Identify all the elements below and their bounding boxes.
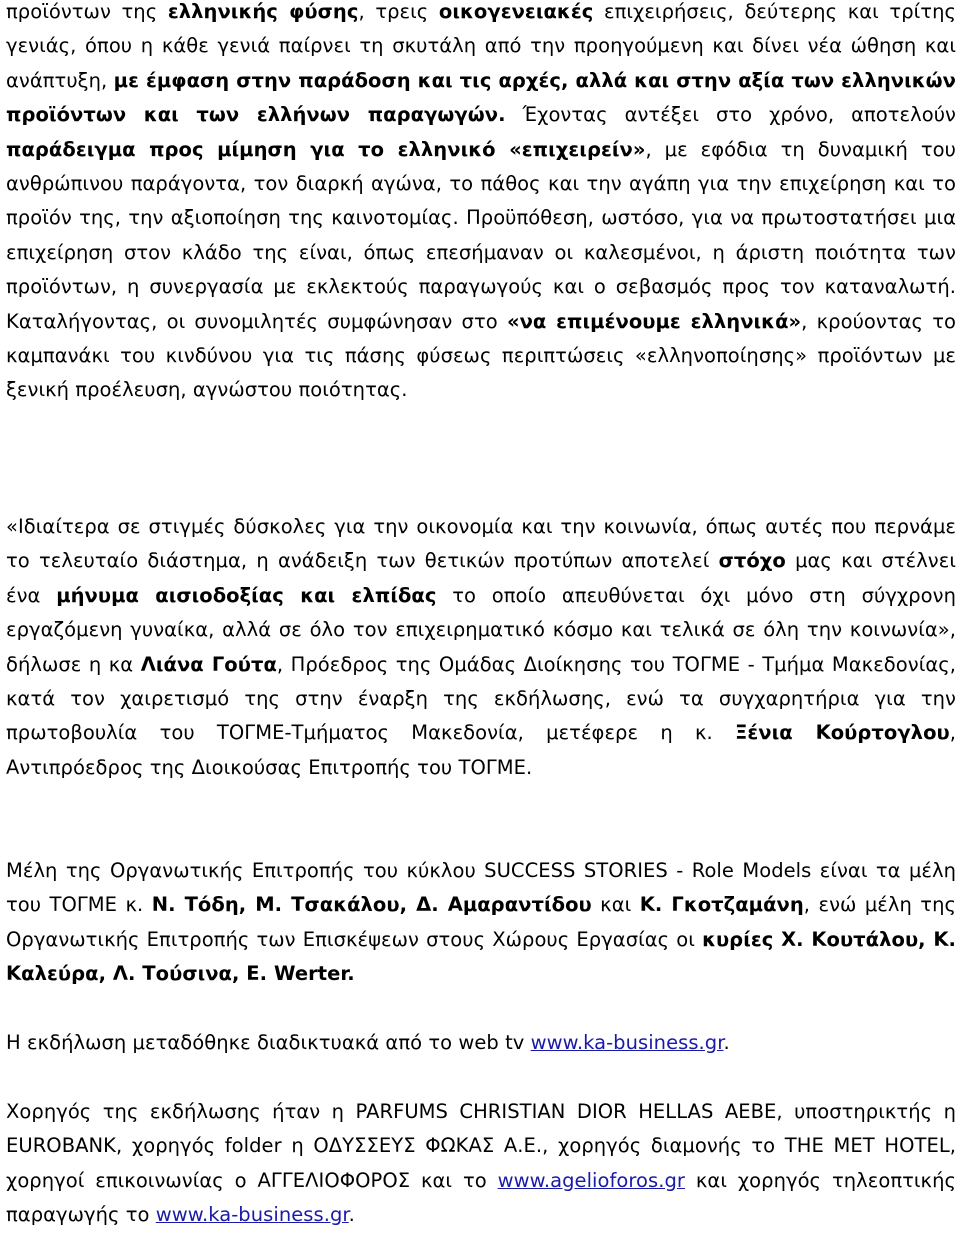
text-span: , κρούοντας το καμπανάκι του κινδύνου για τις πάσης φύσεως περιπτώσεις «ελληνοποίησης» προϊόντων με ξενική προέλευση, αγνώστου ποιότητας. xyxy=(6,309,956,402)
bold-text: Λιάνα Γούτα xyxy=(140,652,277,676)
ka-business-link[interactable]: www.ka-business.gr xyxy=(530,1031,724,1054)
paragraph-organizing-committee xyxy=(6,854,956,992)
text-span: . xyxy=(723,1031,730,1054)
text-span: . xyxy=(348,1203,355,1227)
bold-text: Ξένια Κούρτογλου xyxy=(735,721,950,745)
text-span: Έχοντας αντέξει στο χρόνο, αποτελούν xyxy=(505,103,956,127)
text-span: μας και στέλνει ένα xyxy=(6,549,956,607)
bold-text: κυρίες Χ. Κουτάλου, Κ. Καλεύρα, Λ. Τούσινα, Ε. Werter. xyxy=(6,927,956,986)
bold-text: μήνυμα αισιοδοξίας και ελπίδας xyxy=(56,583,437,607)
text-span: Η εκδήλωση μεταδόθηκε διαδικτυακά από το web tv xyxy=(6,1031,531,1054)
text-span: «Ιδιαίτερα σε στιγμές δύσκολες για την οικονομία και την κοινωνία, όπως αυτές που περνάμε το τελευταίο διάστημα, η ανάδειξη των θετικών προτύπων αποτελεί xyxy=(6,515,956,573)
agelioforos-link[interactable]: www.agelioforos.gr xyxy=(497,1168,685,1192)
text-span: το οποίο απευθύνεται όχι μόνο στη σύγχρονη εργαζόμενη γυναίκα, αλλά σε όλο τον επιχειρηματικό κόσμο και τελικά σε όλη την κοινωνία», δήλωσε η κα xyxy=(6,583,956,676)
paragraph-web-broadcast xyxy=(6,1026,956,1060)
text-span: και χορηγός τηλεοπτικής παραγωγής το xyxy=(6,1168,956,1227)
bold-text: οικογενειακές xyxy=(438,0,594,23)
text-span: , Πρόεδρος της Ομάδας Διοίκησης του ΤΟΓΜΕ - Τμήμα Μακεδονίας, κατά τον χαιρετισμό της στην έναρξη της εκδήλωσης, ενώ τα συγχαρητήρια για την πρωτοβουλία του ΤΟΓΜΕ-Τμήματος Μακεδονία, μετέφερε η κ. xyxy=(6,652,956,745)
text-span: , ενώ μέλη της Οργανωτικής Επιτροπής των Επισκέψεων στους Χώρους Εργασίας οι xyxy=(6,893,956,951)
text-span: Μέλη της Οργανωτικής Επιτροπής του κύκλου SUCCESS STORIES - Role Models είναι τα μέλη του ΤΟΓΜΕ κ. xyxy=(6,859,956,917)
bold-text: «να επιμένουμε ελληνικά» xyxy=(506,309,802,333)
paragraph-quote-liana-gouta xyxy=(6,510,956,785)
text-span: επιχειρήσεις, δεύτερης και τρίτης γενιάς, όπου η κάθε γενιά παίρνει τη σκυτάλη από την προηγούμενη και δίνει νέα ώθηση και ανάπτυξη, xyxy=(6,0,956,92)
bold-text: με έμφαση στην παράδοση και τις αρχές, αλλά και στην αξία των ελληνικών προϊόντων και των ελλήνων παραγωγών. xyxy=(6,68,956,127)
ka-business-link[interactable]: www.ka-business.gr xyxy=(155,1203,349,1227)
bold-text: ελληνικής φύσης xyxy=(167,0,359,23)
bold-text: στόχο xyxy=(718,549,786,573)
bold-text: παράδειγμα προς μίμηση για το ελληνικό «επιχειρείν» xyxy=(6,137,646,161)
text-span: Χορηγός της εκδήλωσης ήταν η PARFUMS CHRISTIAN DIOR HELLAS AEBE, υποστηρικτής η EUROBANK, χορηγός folder η ΟΔΥΣΣΕΥΣ ΦΩΚΑΣ Α.Ε., χορηγός διαμονής το THE MET HOTEL, χορηγοί επικοινωνίας ο ΑΓΓΕΛΙΟΦΟΡΟΣ και το xyxy=(6,1100,956,1192)
text-span: , Αντιπρόεδρος της Διοικούσας Επιτροπής του ΤΟΓΜΕ. xyxy=(6,721,956,779)
text-span: προϊόντων της xyxy=(6,0,168,23)
bold-text: Ν. Τόδη, Μ. Τσακάλου, Δ. Αμαραντίδου xyxy=(151,893,592,917)
text-span: , τρεις xyxy=(358,0,439,23)
text-span: , με εφόδια τη δυναμική του ανθρώπινου παράγοντα, τον διαρκή αγώνα, το πάθος και την αγάπη για την επιχείρηση και το προϊόν της, την αξιοποίηση της καινοτομίας. Προϋπόθεση, ωστόσο, για να πρωτοστατήσει μια επιχείρηση στον κλάδο της είναι, όπως επεσήμαναν οι καλεσμένοι, η άριστη ποιότητα των προϊόντων, η συνεργασία με εκλεκτούς παραγωγούς και ο σεβασμός προς τον καταναλωτή. Καταλήγοντας, οι συνομιλητές συμφώνησαν στο xyxy=(6,137,956,333)
text-span: και xyxy=(591,893,640,917)
bold-text: Κ. Γκοτζαμάνη xyxy=(639,893,804,917)
paragraph-sponsors xyxy=(6,1095,956,1233)
paragraph-greek-family-businesses xyxy=(6,0,956,408)
